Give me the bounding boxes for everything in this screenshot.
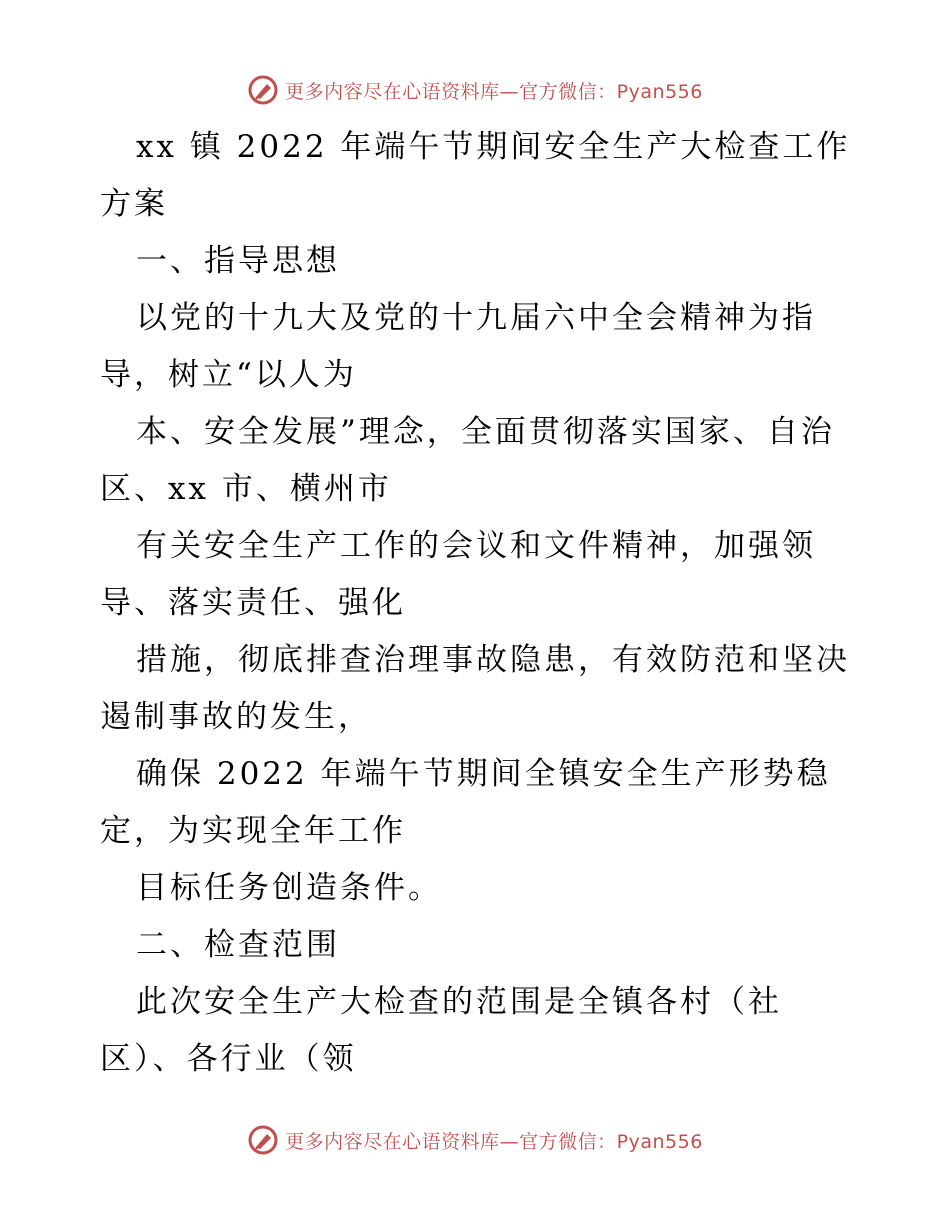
paragraph-line: 导、落实责任、强化	[100, 585, 406, 621]
paragraph-line: 确保 2022 年端午节期间全镇安全生产形势稳	[136, 756, 831, 792]
header-watermark-text: 更多内容尽在心语资料库—官方微信：Pyan556	[285, 80, 703, 103]
paragraph-line: 遏制事故的发生，	[100, 699, 372, 735]
footer-watermark-text: 更多内容尽在心语资料库—官方微信：Pyan556	[285, 1130, 703, 1153]
doc-title-line-1: xx 镇 2022 年端午节期间安全生产大检查工作	[136, 129, 851, 165]
paragraph-line: 导，树立“以人为	[100, 357, 357, 393]
section-heading-2: 二、检查范围	[136, 927, 340, 963]
paragraph-line: 区）、各行业（领	[100, 1041, 357, 1077]
paragraph-line: 目标任务创造条件。	[136, 870, 442, 906]
doc-title-line-2: 方案	[100, 186, 168, 222]
pen-nib-logo-icon	[247, 1124, 279, 1156]
paragraph-line: 以党的十九大及党的十九届六中全会精神为指	[136, 300, 816, 336]
paragraph-line: 措施，彻底排查治理事故隐患，有效防范和坚决	[136, 642, 850, 678]
paragraph-line: 此次安全生产大检查的范围是全镇各村（社	[136, 984, 782, 1020]
paragraph-line: 本、安全发展”理念，全面贯彻落实国家、自治	[136, 414, 835, 450]
footer-watermark	[0, 1120, 950, 1160]
document-body	[100, 119, 860, 1088]
pen-nib-logo-icon	[247, 74, 279, 106]
paragraph-line: 有关安全生产工作的会议和文件精神，加强领	[136, 528, 816, 564]
header-watermark	[0, 70, 950, 110]
section-heading-1: 一、指导思想	[136, 243, 340, 279]
paragraph-line: 定，为实现全年工作	[100, 813, 406, 849]
paragraph-line: 区、xx 市、横州市	[100, 471, 392, 507]
